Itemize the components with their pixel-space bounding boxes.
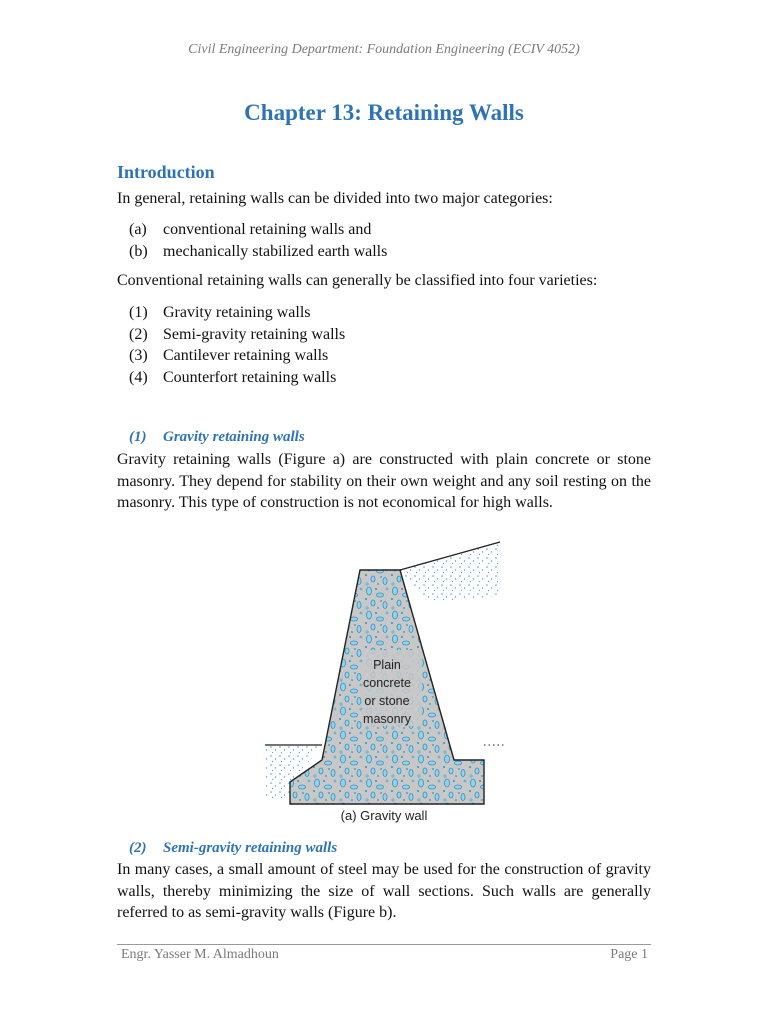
wall-label-line-4: masonry xyxy=(363,712,411,726)
list-marker: (1) xyxy=(129,304,148,321)
subsection-number: (2) xyxy=(129,840,147,856)
list-item xyxy=(129,345,345,367)
varieties-lead-paragraph: Conventional retaining walls can generally be classified into four varieties: xyxy=(117,272,598,289)
list-item xyxy=(129,241,387,263)
footer-author: Engr. Yasser M. Almadhoun xyxy=(121,947,279,962)
wall-label-line-1: Plain xyxy=(373,658,401,672)
page-header: Civil Engineering Department: Foundation Engineering (ECIV 4052) xyxy=(188,42,580,57)
subsection-heading-gravity xyxy=(129,429,305,446)
footer-page-number: Page 1 xyxy=(610,947,648,962)
list-marker: (b) xyxy=(129,242,148,260)
list-text: Cantilever retaining walls xyxy=(163,347,329,364)
list-item xyxy=(129,219,387,241)
list-text: conventional retaining walls and xyxy=(163,221,372,238)
figure-caption: (a) Gravity wall xyxy=(340,808,428,823)
section-heading-introduction: Introduction xyxy=(117,162,215,182)
list-marker: (2) xyxy=(129,325,148,343)
list-item xyxy=(129,367,345,389)
categories-list xyxy=(129,219,387,262)
gravity-paragraph: Gravity retaining walls (Figure a) are constructed with plain concrete or stone masonry. They depend for stability on their own weight and any soil resting on the masonry. This type of construction is not economical for high walls. xyxy=(117,451,651,511)
subsection-heading-semigravity xyxy=(129,840,337,857)
list-text: Gravity retaining walls xyxy=(163,304,311,321)
list-text: mechanically stabilized earth walls xyxy=(163,242,388,260)
wall-label-line-3: or stone xyxy=(364,694,410,708)
list-marker: (a) xyxy=(129,221,147,238)
gravity-wall-figure xyxy=(260,538,508,838)
list-item xyxy=(129,324,345,346)
list-text: Counterfort retaining walls xyxy=(163,368,337,386)
subsection-title: Semi-gravity retaining walls xyxy=(163,840,338,856)
list-item xyxy=(129,302,345,324)
subsection-title: Gravity retaining walls xyxy=(163,429,305,445)
list-marker: (4) xyxy=(129,368,148,386)
footer-divider xyxy=(117,944,651,945)
list-text: Semi-gravity retaining walls xyxy=(163,325,346,343)
chapter-title: Chapter 13: Retaining Walls xyxy=(244,100,524,125)
semigravity-paragraph: In many cases, a small amount of steel may be used for the construction of gravity walls, thereby minimizing the size of wall sections. Such walls are generally referred to as semi-gravity walls (Figure b). xyxy=(117,861,651,921)
backfill-soil xyxy=(400,542,500,602)
subsection-number: (1) xyxy=(129,429,147,445)
varieties-list xyxy=(129,302,345,388)
wall-label-line-2: concrete xyxy=(363,676,411,690)
intro-lead-paragraph: In general, retaining walls can be divided into two major categories: xyxy=(117,190,553,207)
list-marker: (3) xyxy=(129,347,148,364)
